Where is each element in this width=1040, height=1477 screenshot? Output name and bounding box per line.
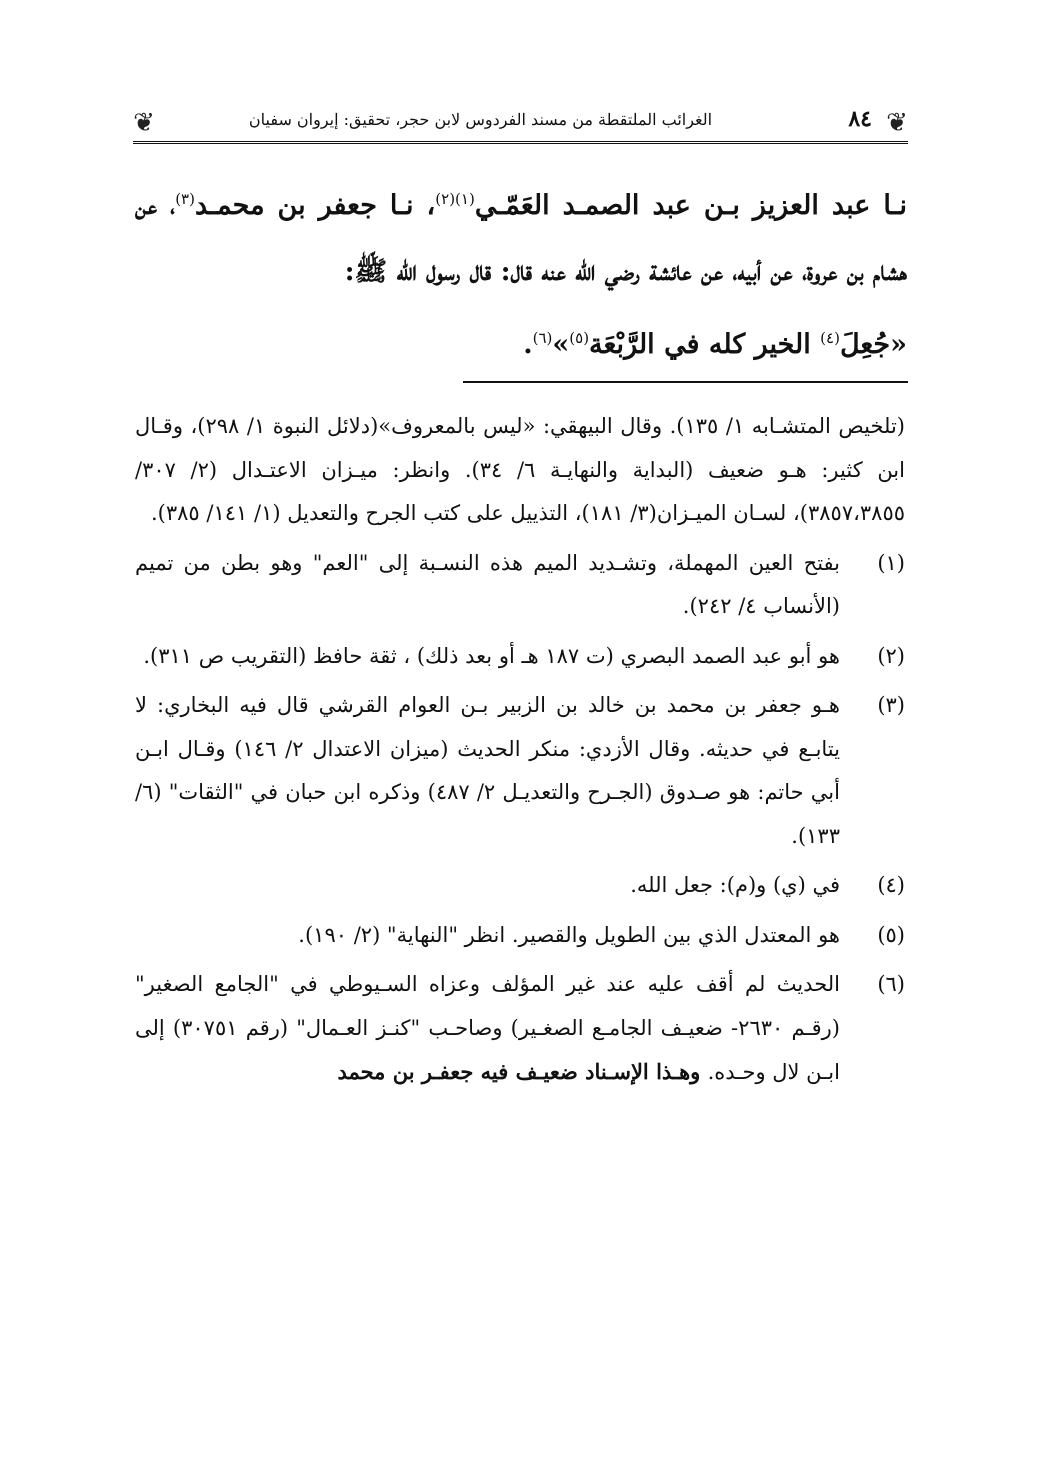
footnote-item bbox=[135, 963, 905, 1095]
footnote-number: (٦) bbox=[877, 972, 905, 996]
footnote-number: (٢) bbox=[877, 643, 905, 668]
page-header bbox=[133, 104, 908, 144]
hadith-text bbox=[135, 166, 907, 378]
footnote-item bbox=[135, 864, 905, 908]
footnote-ref: (٦) bbox=[532, 329, 553, 347]
footnote-text: الحديث لم أقف عليه عند غير المؤلف وعزاه السـيوطي في "الجامع الصغير" (رقـم ٢٦٣٠- ضعيـف الجامـع الصغـير) وصاحـب "كنـز العـمال" (رقم ٣٠٧٥١) إلى ابـن لال وحـده. bbox=[135, 972, 840, 1084]
footnote-continuation: (تلخيص المتشـابه ١/ ١٣٥). وقال البيهقي: «ليس بالمعروف»(دلائل النبوة ١/ ٢٩٨)، وقـال ابن كثير: هـو ضعيف (البداية والنهايـة ٦/ ٣٤). وانظر: ميـزان الاعتـدال (٢/ ٣٠٧/ ٣٨٥٧،٣٨٥٥)، لسـان الميـزان(٣/ ١٨١)، التذييل على كتب الجرح والتعديل (١/ ١٤١/ ٣٨٥). bbox=[135, 414, 905, 525]
running-title: الغرائب الملتقطة من مسند الفردوس لابن حجر، تحقيق: إيروان سفيان bbox=[248, 110, 713, 129]
footnote-item bbox=[135, 635, 905, 679]
footnote-number: (١) bbox=[877, 550, 905, 575]
footnote-text: هو أبو عبد الصمد البصري (ت ١٨٧ هـ أو بعد ذلك) ، ثقة حافظ (التقريب ص ٣١١). bbox=[143, 643, 840, 668]
footnote-item bbox=[135, 684, 905, 858]
footnote-item bbox=[135, 914, 905, 958]
footnote-text: في (ي) و(م): جعل الله. bbox=[630, 873, 840, 897]
footnote-ref: (٤) bbox=[820, 329, 840, 347]
footnote-bold-text: وهـذا الإسـناد ضعيـف فيه جعفـر بن محمد bbox=[337, 1059, 708, 1084]
footnote-text: بفتح العين المهملة، وتشـديد الميم هذه النسـبة إلى "العم" وهو بطن من تميم (الأنساب ٤/ ٢٤٢). bbox=[135, 550, 840, 618]
floral-ornament-icon: ❦ bbox=[133, 108, 155, 138]
footnote-number: (٤) bbox=[877, 873, 905, 897]
hadith-paragraph: نـا عبد العزيز بـن عبد الصمـد العَمّـي$^{(١)(٢)}$، نـا جعفر بن محمـد$^{(٣)}$، عن هشام بن عروة، عن أبيه، عن عائشة رضي الله عنه قال: قال رسول الله ﷺ: «جُعِلَ$^{(٤)}$ الخير كله في الرَّبْعَة$^{(٥)}$»$^{(٦)}$. bbox=[135, 190, 907, 360]
footnote-ref: (٣) bbox=[175, 190, 195, 208]
footnote-ref: (١)(٢) bbox=[435, 190, 475, 208]
footnote-text: هو المعتدل الذي بين الطويل والقصير. انظر "النهاية" (٢/ ١٩٠). bbox=[298, 922, 840, 947]
footnote-separator bbox=[463, 381, 908, 383]
floral-ornament-icon: ❦ bbox=[886, 108, 908, 138]
page-number: ٨٤ bbox=[848, 106, 872, 132]
footnotes bbox=[135, 405, 905, 1101]
footnote-item bbox=[135, 542, 905, 629]
header-rule bbox=[133, 141, 908, 144]
footnote-ref: (٥) bbox=[569, 329, 590, 347]
footnote-number: (٣) bbox=[877, 693, 905, 717]
footnote-text: هـو جعفر بن محمد بن خالد بن الزبير بـن العوام القرشي قال فيه البخاري: لا يتابـع في حديثه. وقال الأزدي: منكر الحديث (ميزان الاعتدال ٢/ ١٤٦) وقـال ابـن أبي حاتم: هو صـدوق (الجـرح والتعديـل ٢/ ٤٨٧) وذكره ابن حبان في "الثقات" (٦/ ١٣٣). bbox=[135, 693, 840, 848]
footnote-number: (٥) bbox=[877, 922, 905, 947]
